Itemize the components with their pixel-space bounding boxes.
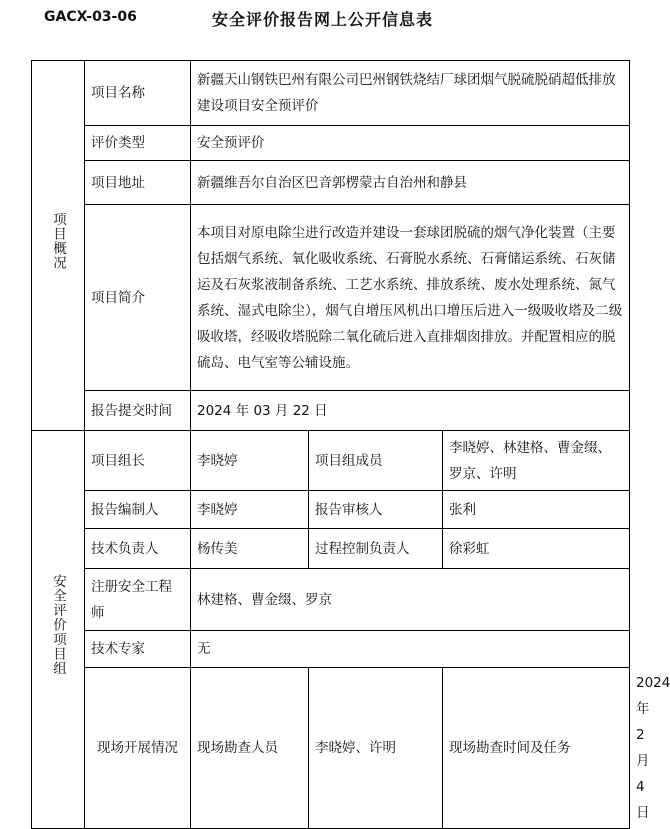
group-overview-label: 项目概况 bbox=[50, 212, 66, 270]
group-team-label: 安全评价项目组 bbox=[50, 574, 66, 676]
members-value: 李晓婷、林建格、曹金缀、罗京、许明 bbox=[443, 431, 630, 491]
document-code: GACX-03-06 bbox=[44, 9, 137, 25]
group-site-label: 现场开展情况 bbox=[97, 740, 178, 756]
project-intro-label: 项目简介 bbox=[85, 205, 191, 391]
author-label: 报告编制人 bbox=[85, 491, 191, 529]
engineer-value: 林建格、曹金缀、罗京 bbox=[191, 569, 630, 631]
group-overview bbox=[32, 61, 85, 431]
expert-value: 无 bbox=[191, 631, 630, 668]
expert-label: 技术专家 bbox=[85, 631, 191, 668]
process-lead-label: 过程控制负责人 bbox=[309, 529, 443, 569]
author-value: 李晓婷 bbox=[191, 491, 309, 529]
site-time-label: 现场勘查时间及任务 bbox=[443, 668, 630, 829]
eval-type-label: 评价类型 bbox=[85, 126, 191, 161]
group-site bbox=[85, 668, 191, 829]
site-staff-value: 李晓婷、许明 bbox=[309, 668, 443, 829]
members-label: 项目组成员 bbox=[309, 431, 443, 491]
info-table: 项目概况 项目名称 新疆天山钢铁巴州有限公司巴州钢铁烧结厂球团烟气脱硫脱硝超低排放建设项目安全预评价 评价类型 安全预评价 项目地址 新疆维吾尔自治区巴音郭楞蒙古自治州和静县 项目简介 本项目对原电除尘进行改造并建设一套球团脱硫的烟气净化装置（主要包括烟气系统、氧化吸收系统、石膏脱水系统、石膏储运系统、石灰储运及石灰浆液制备系统、工艺水系统、排放系统、废水处理系统、氮气系统、湿式电除尘），烟气自增压风机出口增压后进入一级吸收塔及二级吸收塔，经吸收塔脱除二氧化硫后进入直排烟囱排放。并配置相应的脱硫岛、电气室等公辅设施。 报告提交时间 2024 年 03 月 22 日 安全评价项目组 项目组长 李晓婷 项目组成员 李晓婷、林建格、曹金缀、罗京、许明 报告编制人 李晓婷 报告审核人 张利 技术负责人 杨传美 过程控制负责人 徐彩虹 注册安全工程师 林建格、曹金缀、罗京 技术专家 无 现场开展情况 现场勘查人员 李晓婷、许明 现场勘查时间及任务 2024 年 2 月 4 日 bbox=[31, 60, 630, 829]
document-title: 安全评价报告网上公开信息表 bbox=[212, 10, 434, 29]
project-address-value: 新疆维吾尔自治区巴音郭楞蒙古自治州和静县 bbox=[191, 161, 630, 205]
project-address-label: 项目地址 bbox=[85, 161, 191, 205]
tech-lead-value: 杨传美 bbox=[191, 529, 309, 569]
engineer-label: 注册安全工程师 bbox=[85, 569, 191, 631]
site-staff-label: 现场勘查人员 bbox=[191, 668, 309, 829]
leader-label: 项目组长 bbox=[85, 431, 191, 491]
submit-date-value: 2024 年 03 月 22 日 bbox=[191, 391, 630, 431]
project-intro-value: 本项目对原电除尘进行改造并建设一套球团脱硫的烟气净化装置（主要包括烟气系统、氧化吸收系统、石膏脱水系统、石膏储运系统、石灰储运及石灰浆液制备系统、工艺水系统、排放系统、废水处理系统、氮气系统、湿式电除尘），烟气自增压风机出口增压后进入一级吸收塔及二级吸收塔，经吸收塔脱除二氧化硫后进入直排烟囱排放。并配置相应的脱硫岛、电气室等公辅设施。 bbox=[191, 205, 630, 391]
leader-value: 李晓婷 bbox=[191, 431, 309, 491]
project-name-label: 项目名称 bbox=[85, 61, 191, 126]
group-team bbox=[32, 431, 85, 829]
tech-lead-label: 技术负责人 bbox=[85, 529, 191, 569]
reviewer-value: 张利 bbox=[443, 491, 630, 529]
eval-type-value: 安全预评价 bbox=[191, 126, 630, 161]
reviewer-label: 报告审核人 bbox=[309, 491, 443, 529]
process-lead-value: 徐彩虹 bbox=[443, 529, 630, 569]
submit-date-label: 报告提交时间 bbox=[85, 391, 191, 431]
project-name-value: 新疆天山钢铁巴州有限公司巴州钢铁烧结厂球团烟气脱硫脱硝超低排放建设项目安全预评价 bbox=[191, 61, 630, 126]
